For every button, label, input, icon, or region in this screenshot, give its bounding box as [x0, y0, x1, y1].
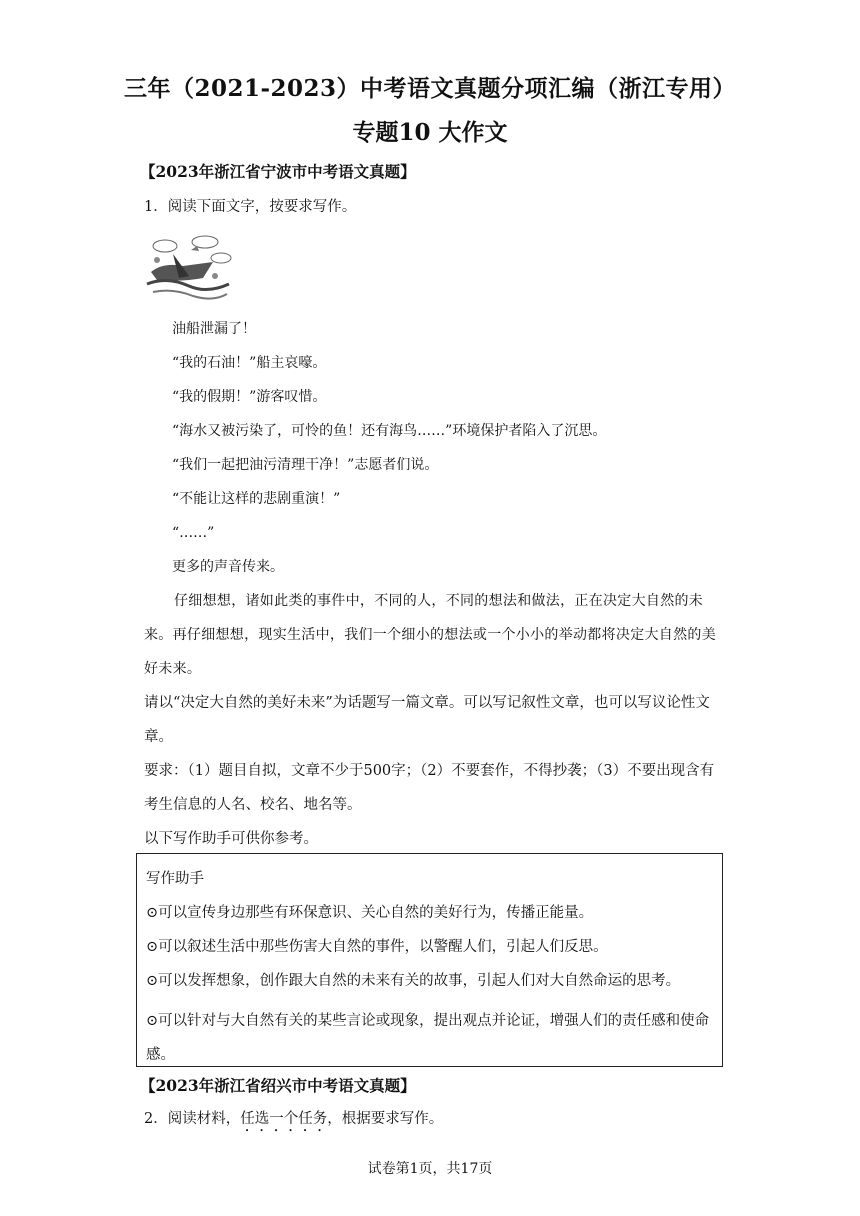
- document-title: 三年（2021-2023）中考语文真题分项汇编（浙江专用）: [123, 75, 737, 102]
- question-2-prefix: 2．阅读材料，: [144, 1111, 241, 1127]
- writing-requirements: 要求：（1）题目自拟，文章不少于500字；（2）不要套作，不得抄袭；（3）不要出现含有考生信息的人名、校名、地名等。: [144, 763, 715, 813]
- helper-title: 写作助手: [146, 871, 204, 887]
- document-subtitle: 专题10 大作文: [352, 119, 508, 146]
- question-2: [144, 1108, 443, 1135]
- oil-tanker-illustration: [143, 232, 233, 304]
- question-2-suffix: ，根据要求写作。: [327, 1111, 444, 1127]
- helper-item: ⊙可以叙述生活中那些伤害大自然的事件，以警醒人们，引起人们反思。: [146, 939, 608, 955]
- helper-item: ⊙可以发挥想象，创作跟大自然的未来有关的故事，引起人们对大自然命运的思考。: [146, 973, 681, 989]
- material-line: “我们一起把油污清理干净！”志愿者们说。: [172, 457, 439, 473]
- material-line: “海水又被污染了，可怜的鱼！还有海鸟……”环境保护者陷入了沉思。: [172, 423, 607, 439]
- section1-heading: 【2023年浙江省宁波市中考语文真题】: [140, 162, 416, 181]
- writing-prompt: 请以“决定大自然的美好未来”为话题写一篇文章。可以写记叙性文章，也可以写议论性文章。: [144, 695, 710, 745]
- material-line: “不能让这样的悲剧重演！”: [172, 491, 341, 507]
- material-line: “我的假期！”游客叹惜。: [172, 389, 327, 405]
- question-1: 1．阅读下面文字，按要求写作。: [144, 199, 357, 215]
- page-footer: 试卷第1页，共17页: [367, 1161, 493, 1177]
- material-line: “我的石油！”船主哀嚎。: [172, 355, 327, 371]
- helper-item: ⊙可以针对与大自然有关的某些言论或现象，提出观点并论证，增强人们的责任感和使命感。: [146, 1013, 710, 1063]
- question-2-emphasis: 任选一个任务: [240, 1111, 328, 1127]
- material-line: “……”: [172, 525, 215, 541]
- helper-intro: 以下写作助手可供你参考。: [144, 831, 318, 847]
- writing-helper-box: [136, 853, 723, 1067]
- helper-item: ⊙可以宣传身边那些有环保意识、关心自然的美好行为，传播正能量。: [146, 905, 594, 921]
- material-line: 更多的声音传来。: [172, 559, 284, 575]
- section2-heading: 【2023年浙江省绍兴市中考语文真题】: [140, 1076, 416, 1095]
- reflection-paragraph: 仔细想想，诸如此类的事件中，不同的人，不同的想法和做法，正在决定大自然的未来。再仔细想想，现实生活中，我们一个细小的想法或一个小小的举动都将决定大自然的美好未来。: [144, 593, 716, 677]
- material-line: 油船泄漏了！: [172, 321, 256, 337]
